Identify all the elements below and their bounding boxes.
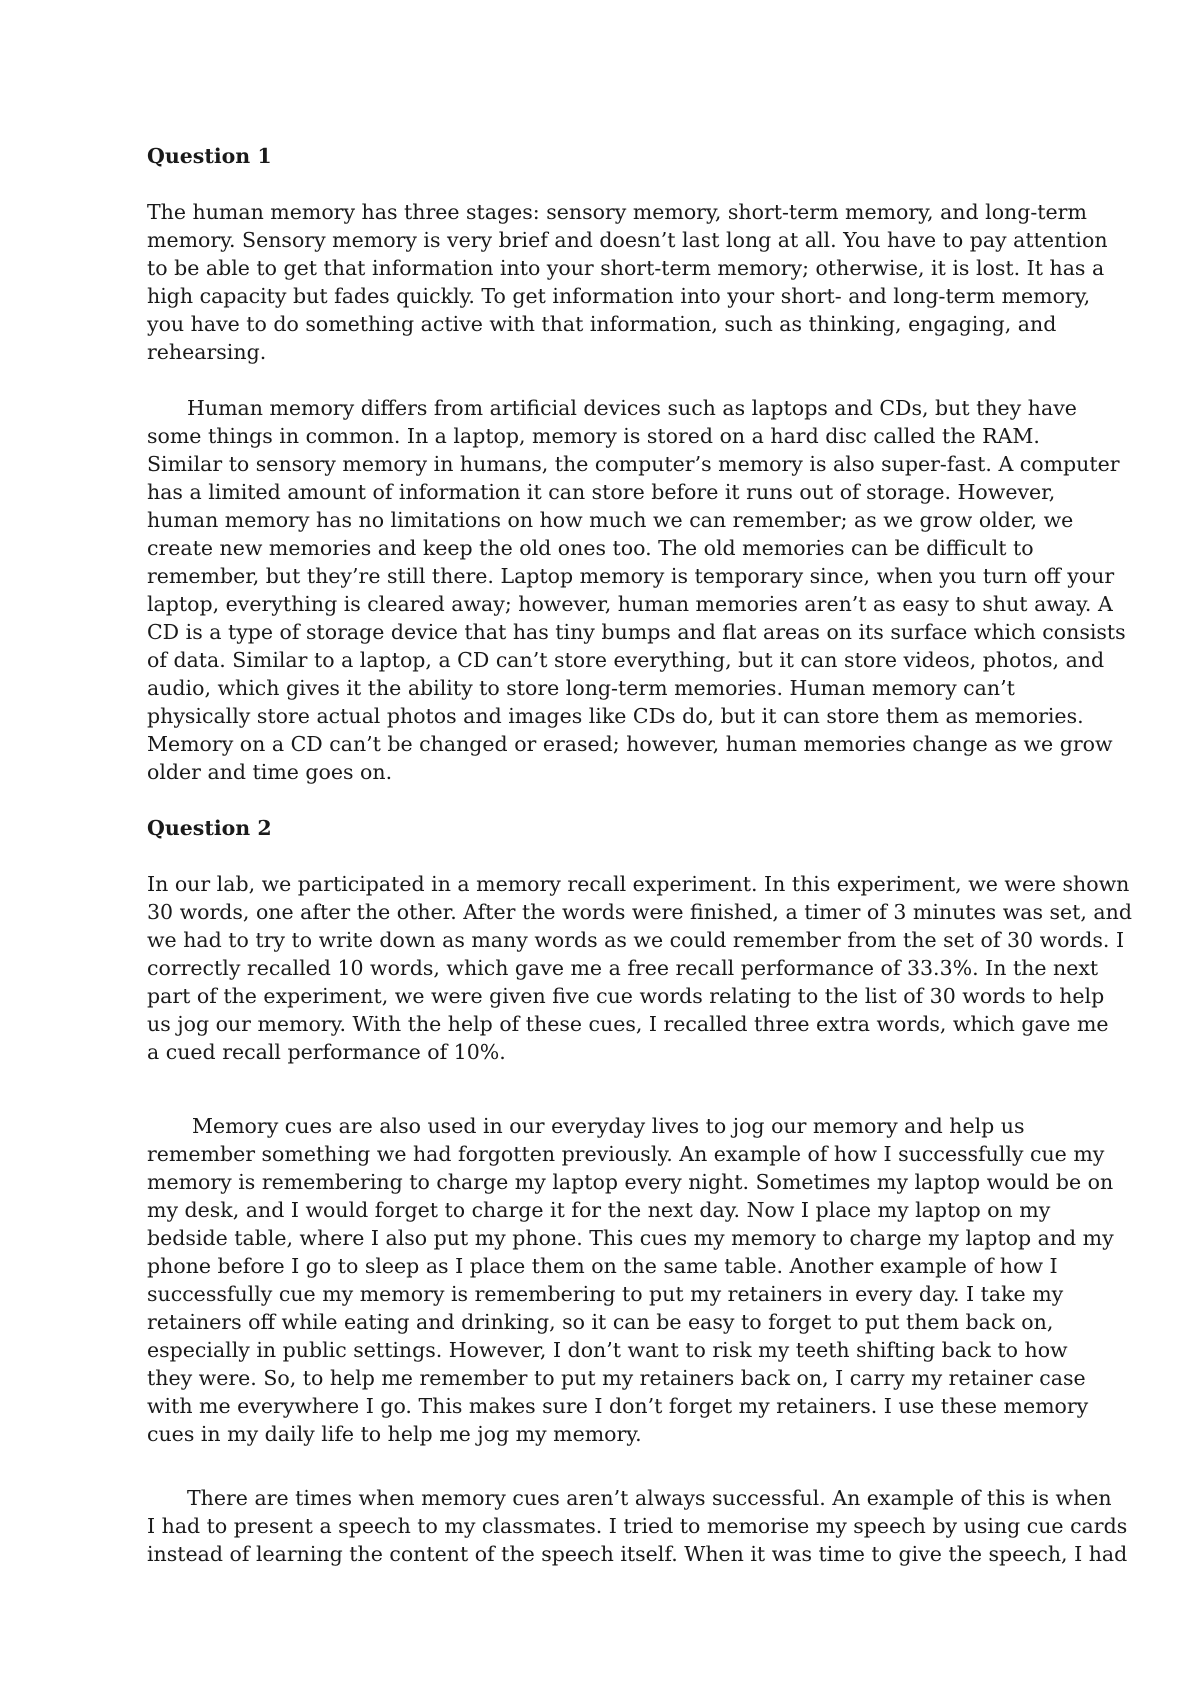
text-line: my desk, and I would forget to charge it for the next day. Now I place my laptop on my (147, 1198, 1051, 1222)
text-line: Memory cues are also used in our everyday lives to jog our memory and help us (192, 1114, 1025, 1138)
text-line: us jog our memory. With the help of these cues, I recalled three extra words, which gave me (147, 1012, 1109, 1036)
text-line: remember, but they’re still there. Laptop memory is temporary since, when you turn off your (147, 564, 1115, 588)
document-page (147, 142, 1132, 1596)
question-2-heading: Question 2 (147, 816, 272, 840)
text-line: human memory has no limitations on how much we can remember; as we grow older, we (147, 508, 1074, 532)
q2-paragraph-1 (147, 870, 1132, 1066)
text-line: part of the experiment, we were given five cue words relating to the list of 30 words to help (147, 984, 1105, 1008)
text-line: to be able to get that information into your short-term memory; otherwise, it is lost. It has a (147, 256, 1105, 280)
text-line: The human memory has three stages: sensory memory, short-term memory, and long-term (147, 200, 1087, 224)
q2-paragraph-3 (147, 1484, 1128, 1568)
text-line: a cued recall performance of 10%. (147, 1040, 506, 1064)
text-line: we had to try to write down as many words as we could remember from the set of 30 words. I (147, 928, 1125, 952)
text-line: has a limited amount of information it can store before it runs out of storage. However, (147, 480, 1056, 504)
text-line: memory. Sensory memory is very brief and doesn’t last long at all. You have to pay attention (147, 228, 1108, 252)
question-1-heading: Question 1 (147, 144, 272, 168)
text-line: create new memories and keep the old ones too. The old memories can be difficult to (147, 536, 1034, 560)
q1-paragraph-1 (147, 198, 1108, 366)
text-line: laptop, everything is cleared away; however, human memories aren’t as easy to shut away. A (147, 592, 1113, 616)
text-line: of data. Similar to a laptop, a CD can’t store everything, but it can store videos, photos, and (147, 648, 1105, 672)
text-line: with me everywhere I go. This makes sure I don’t forget my retainers. I use these memory (147, 1394, 1089, 1418)
text-line: memory is remembering to charge my laptop every night. Sometimes my laptop would be on (147, 1170, 1114, 1194)
text-line: cues in my daily life to help me jog my memory. (147, 1422, 642, 1446)
text-line: Similar to sensory memory in humans, the computer’s memory is also super-fast. A computer (147, 452, 1120, 476)
text-line: they were. So, to help me remember to put my retainers back on, I carry my retainer case (147, 1366, 1086, 1390)
text-line: CD is a type of storage device that has tiny bumps and flat areas on its surface which consists (147, 620, 1126, 644)
q2-paragraph-2 (147, 1112, 1114, 1448)
text-line: phone before I go to sleep as I place them on the same table. Another example of how I (147, 1254, 1058, 1278)
text-line: physically store actual photos and images like CDs do, but it can store them as memories. (147, 704, 1084, 728)
text-line: you have to do something active with that information, such as thinking, engaging, and (147, 312, 1057, 336)
text-line: There are times when memory cues aren’t always successful. An example of this is when (187, 1486, 1112, 1510)
text-line: high capacity but fades quickly. To get information into your short- and long-term memory, (147, 284, 1091, 308)
text-line: Memory on a CD can’t be changed or erased; however, human memories change as we grow (147, 732, 1113, 756)
text-line: successfully cue my memory is remembering to put my retainers in every day. I take my (147, 1282, 1064, 1306)
text-line: I had to present a speech to my classmates. I tried to memorise my speech by using cue cards (147, 1514, 1128, 1538)
text-line: audio, which gives it the ability to store long-term memories. Human memory can’t (147, 676, 1015, 700)
text-line: retainers off while eating and drinking, so it can be easy to forget to put them back on, (147, 1310, 1054, 1334)
text-line: correctly recalled 10 words, which gave me a free recall performance of 33.3%. In the next (147, 956, 1099, 980)
q1-paragraph-2 (147, 394, 1126, 786)
text-line: instead of learning the content of the speech itself. When it was time to give the speech, I had (147, 1542, 1128, 1566)
text-line: 30 words, one after the other. After the words were finished, a timer of 3 minutes was set, and (147, 900, 1132, 924)
text-line: especially in public settings. However, I don’t want to risk my teeth shifting back to how (147, 1338, 1068, 1362)
text-line: some things in common. In a laptop, memory is stored on a hard disc called the RAM. (147, 424, 1040, 448)
text-line: In our lab, we participated in a memory recall experiment. In this experiment, we were shown (147, 872, 1130, 896)
text-line: older and time goes on. (147, 760, 393, 784)
text-line: rehearsing. (147, 340, 267, 364)
text-line: remember something we had forgotten previously. An example of how I successfully cue my (147, 1142, 1105, 1166)
text-line: Human memory differs from artificial devices such as laptops and CDs, but they have (187, 396, 1077, 420)
text-line: bedside table, where I also put my phone. This cues my memory to charge my laptop and my (147, 1226, 1114, 1250)
